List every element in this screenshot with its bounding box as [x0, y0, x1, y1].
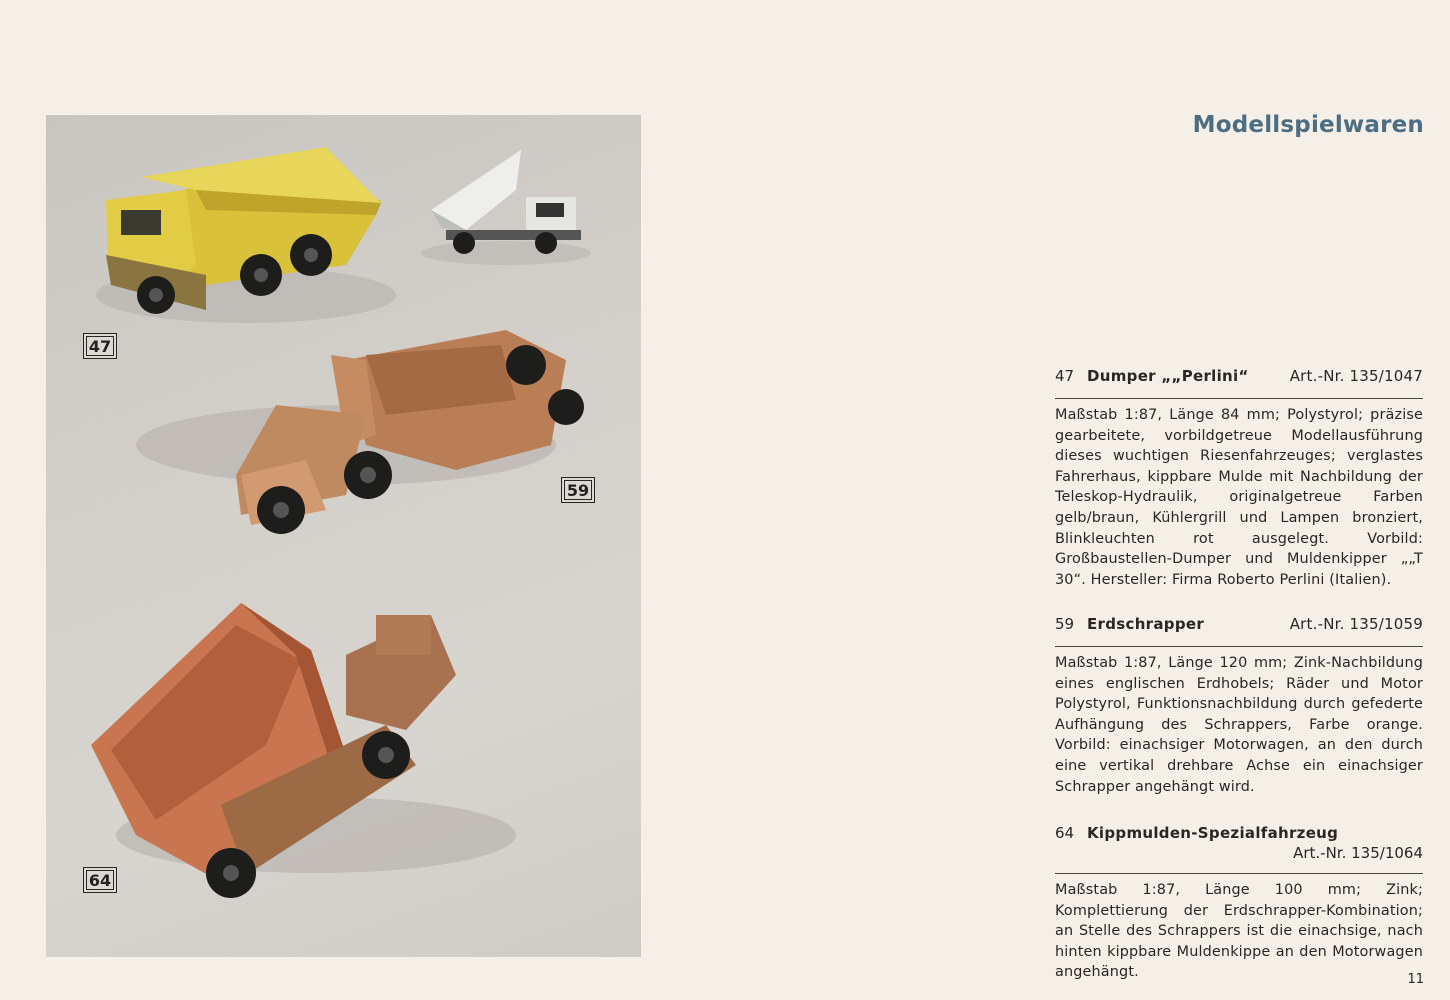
item-article-number: Art.-Nr. 135/1064 — [1293, 844, 1423, 862]
item-description: Maßstab 1:87, Länge 120 mm; Zink-Nachbildung eines englischen Erdhobels; Räder und Motor Polystyrol, Funktionsnachbildung durch gefederte Aufhängung des Schrappers, Farbe orange. Vorbild: einachsiger Motorwagen, an den durch eine vertikal drehbare Achse ein einachsiger Schrapper angehängt wird. — [1055, 655, 1423, 795]
item-description: Maßstab 1:87, Länge 84 mm; Polystyrol; präzise gearbeitete, vorbildgetreue Modellausführung dieses wuchtigen Riesenfahrzeuges; verglastes Fahrerhaus, kippbare Mulde mit Nachbildung der Teleskop-Hydraulik, originalgetreue Farben gelb/braun, Kühlergrill und Lampen bronziert, Blinkleuchten rot ausgelegt. Vorbild: Großbaustellen-Dumper und Muldenkipper „„T 30“. Hersteller: Firma Roberto Perlini (Italien). — [1055, 407, 1423, 588]
item-article-number: Art.-Nr. 135/1059 — [1289, 615, 1423, 633]
item-number: 47 — [1055, 367, 1075, 385]
scraper-model — [136, 330, 584, 534]
item-divider — [1055, 398, 1423, 399]
item-description: Maßstab 1:87, Länge 100 mm; Zink; Komplettierung der Erdschrapper-Kombination; an Stelle des Schrappers ist die einachsige, nach hinten kippbare Muldenkippe an den Motorwagen angehängt. — [1055, 882, 1423, 981]
item-article-number: Art.-Nr. 135/1047 — [1289, 367, 1423, 385]
item-number: 64 — [1055, 824, 1075, 842]
item-header — [1055, 614, 1423, 634]
item-title: Erdschrapper — [1087, 615, 1205, 633]
page-heading: Modellspielwaren — [1192, 112, 1424, 138]
photo-label-64: 64 — [83, 867, 117, 893]
small-tipper-truck-model — [421, 150, 591, 265]
item-number: 59 — [1055, 615, 1075, 633]
product-photo — [46, 115, 641, 957]
yellow-dumper-model — [96, 147, 396, 323]
item-header — [1055, 366, 1423, 386]
catalog-item-47 — [1055, 366, 1423, 590]
tipper-vehicle-model — [91, 603, 516, 898]
product-photo-illustration — [46, 115, 641, 957]
item-title: Kippmulden-Spezialfahrzeug — [1087, 824, 1339, 842]
item-title: Dumper „„Perlini“ — [1087, 367, 1249, 385]
catalog-item-59 — [1055, 614, 1423, 797]
item-divider — [1055, 646, 1423, 647]
page-number: 11 — [1407, 972, 1424, 987]
item-header — [1055, 823, 1423, 843]
catalog-item-64 — [1055, 823, 1423, 983]
photo-label-59: 59 — [561, 477, 595, 503]
item-divider — [1055, 873, 1423, 874]
photo-label-47: 47 — [83, 333, 117, 359]
